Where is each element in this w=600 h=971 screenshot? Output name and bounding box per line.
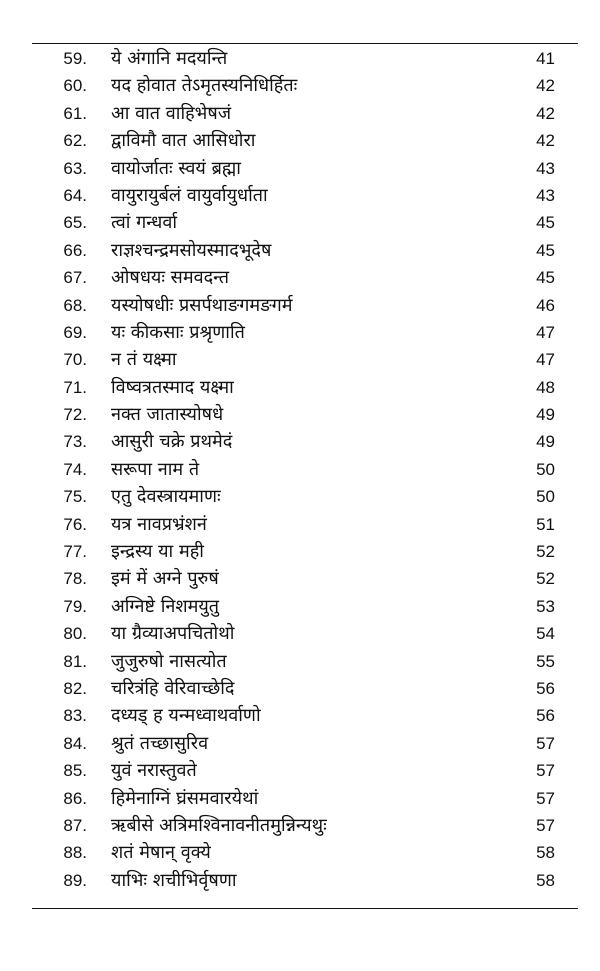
entry-number: 80. [63,624,87,644]
toc-row [0,867,600,894]
entry-title: आसुरी चक्रे प्रथमेदं [111,431,233,453]
toc-row [0,839,600,866]
entry-number: 85. [63,761,87,781]
entry-number: 68. [63,295,87,315]
toc-row [0,182,600,209]
toc-row [0,702,600,729]
entry-page-number: 45 [536,213,555,233]
entry-number: 69. [63,322,87,342]
entry-number: 62. [63,131,87,151]
toc-row [0,593,600,620]
entry-page-number: 58 [536,870,555,890]
entry-page-number: 52 [536,569,555,589]
entry-number: 76. [63,514,87,534]
entry-number: 66. [63,240,87,260]
toc-row [0,401,600,428]
entry-number: 60. [63,76,87,96]
entry-number: 83. [63,706,87,726]
entry-page-number: 58 [536,843,555,863]
entry-number: 84. [63,733,87,753]
toc-row [0,511,600,538]
toc-row [0,319,600,346]
toc-row [0,264,600,291]
entry-title: इन्द्रस्य या मही [111,541,204,563]
entry-page-number: 47 [536,322,555,342]
entry-number: 64. [63,185,87,205]
entry-page-number: 45 [536,240,555,260]
toc-row [0,428,600,455]
entry-title: या ग्रैव्याअपचितोथो [111,623,235,645]
toc-row [0,292,600,319]
bottom-rule [32,908,578,909]
entry-number: 79. [63,596,87,616]
toc-row [0,209,600,236]
toc-row [0,483,600,510]
entry-title: न तं यक्ष्मा [111,349,177,371]
entry-number: 78. [63,569,87,589]
entry-number: 73. [63,432,87,452]
entry-title: शतं मेषान् वृक्ये [111,842,211,864]
entry-page-number: 41 [536,49,555,68]
toc-row [0,237,600,264]
entry-page-number: 57 [536,788,555,808]
entry-page-number: 45 [536,268,555,288]
entry-page-number: 52 [536,542,555,562]
entry-title: अग्निष्टे निशमयुतु [111,595,220,617]
entry-page-number: 48 [536,377,555,397]
entry-page-number: 47 [536,350,555,370]
entry-number: 87. [63,815,87,835]
entry-title: विष्वत्रतस्माद यक्ष्मा [111,376,234,398]
entry-page-number: 57 [536,733,555,753]
entry-title: नक्त जातास्योषधे [111,404,224,426]
entry-title: वायुरायुर्बलं वायुर्वायुर्धाता [111,184,268,206]
entry-title: यद होवात तेऽमृतस्यनिधिर्हितः [111,75,298,97]
toc-row [0,812,600,839]
entry-number: 75. [63,487,87,507]
entry-title: दध्यड् ह यन्मध्वाथर्वाणो [111,705,261,727]
entry-page-number: 54 [536,624,555,644]
entry-number: 88. [63,843,87,863]
entry-page-number: 46 [536,295,555,315]
toc-row [0,648,600,675]
toc-row [0,155,600,182]
entry-page-number: 57 [536,815,555,835]
entry-number: 74. [63,459,87,479]
entry-title: यत्र नावप्रभ्रंशनं [111,513,207,535]
toc-row [0,72,600,99]
entry-title: सरूपा नाम ते [111,458,200,480]
entry-title: चरित्रंहि वेरिवाच्छेदि [111,677,235,699]
entry-number: 71. [63,377,87,397]
toc-row [0,757,600,784]
entry-page-number: 56 [536,706,555,726]
entry-number: 65. [63,213,87,233]
toc-row [0,45,600,72]
entry-title: हिमेनाग्निं घ्रंसमवारयेथां [111,787,259,809]
entry-number: 81. [63,651,87,671]
toc-row [0,675,600,702]
toc-row [0,346,600,373]
entry-title: वायोर्जातः स्वयं ब्रह्मा [111,157,241,179]
entry-page-number: 56 [536,678,555,698]
entry-title: द्वाविमौ वात आसिधोरा [111,130,256,152]
entry-page-number: 43 [536,158,555,178]
entry-title: ऋबीसे अत्रिमश्विनावनीतमुन्निन्यथुः [111,814,327,836]
toc-row [0,730,600,757]
entry-title: श्रुतं तच्छासुरिव [111,732,209,754]
entry-number: 72. [63,405,87,425]
entry-page-number: 42 [536,131,555,151]
entry-number: 89. [63,870,87,890]
toc-row [0,538,600,565]
table-of-contents [0,45,600,894]
entry-number: 59. [63,49,87,68]
entry-title: ओषधयः समवदन्त [111,267,229,289]
toc-row [0,456,600,483]
toc-row [0,620,600,647]
entry-page-number: 49 [536,405,555,425]
entry-title: आ वात वाहिभेषजं [111,102,232,124]
entry-number: 77. [63,542,87,562]
top-rule [32,43,578,44]
entry-title: ये अंगानि मदयन्ति [111,48,228,69]
entry-page-number: 50 [536,487,555,507]
entry-page-number: 50 [536,459,555,479]
entry-title: राज्ञश्चन्द्रमसोयस्मादभूदेष [111,239,272,261]
entry-title: इमं में अग्ने पुरुषं [111,568,219,590]
entry-title: जुजुरुषो नासत्योत [111,650,227,672]
toc-row [0,565,600,592]
entry-number: 63. [63,158,87,178]
entry-number: 61. [63,103,87,123]
toc-row [0,127,600,154]
entry-page-number: 53 [536,596,555,616]
entry-title: एतु देवस्त्रायमाणः [111,486,221,508]
toc-row [0,785,600,812]
entry-page-number: 42 [536,103,555,123]
entry-number: 86. [63,788,87,808]
toc-row [0,100,600,127]
entry-number: 67. [63,268,87,288]
entry-page-number: 49 [536,432,555,452]
entry-page-number: 42 [536,76,555,96]
entry-page-number: 57 [536,761,555,781]
entry-number: 70. [63,350,87,370]
entry-page-number: 43 [536,185,555,205]
entry-title: त्वां गन्धर्वा [111,212,178,234]
entry-title: याभिः शचीभिर्वृषणा [111,869,237,891]
entry-page-number: 51 [536,514,555,534]
entry-page-number: 55 [536,651,555,671]
entry-title: यस्योषधीः प्रसर्पथाङगमङगर्म [111,294,293,316]
entry-number: 82. [63,678,87,698]
entry-title: यः कीकसाः प्रश्रृणाति [111,321,245,343]
entry-title: युवं नरास्तुवते [111,760,197,782]
toc-row [0,374,600,401]
